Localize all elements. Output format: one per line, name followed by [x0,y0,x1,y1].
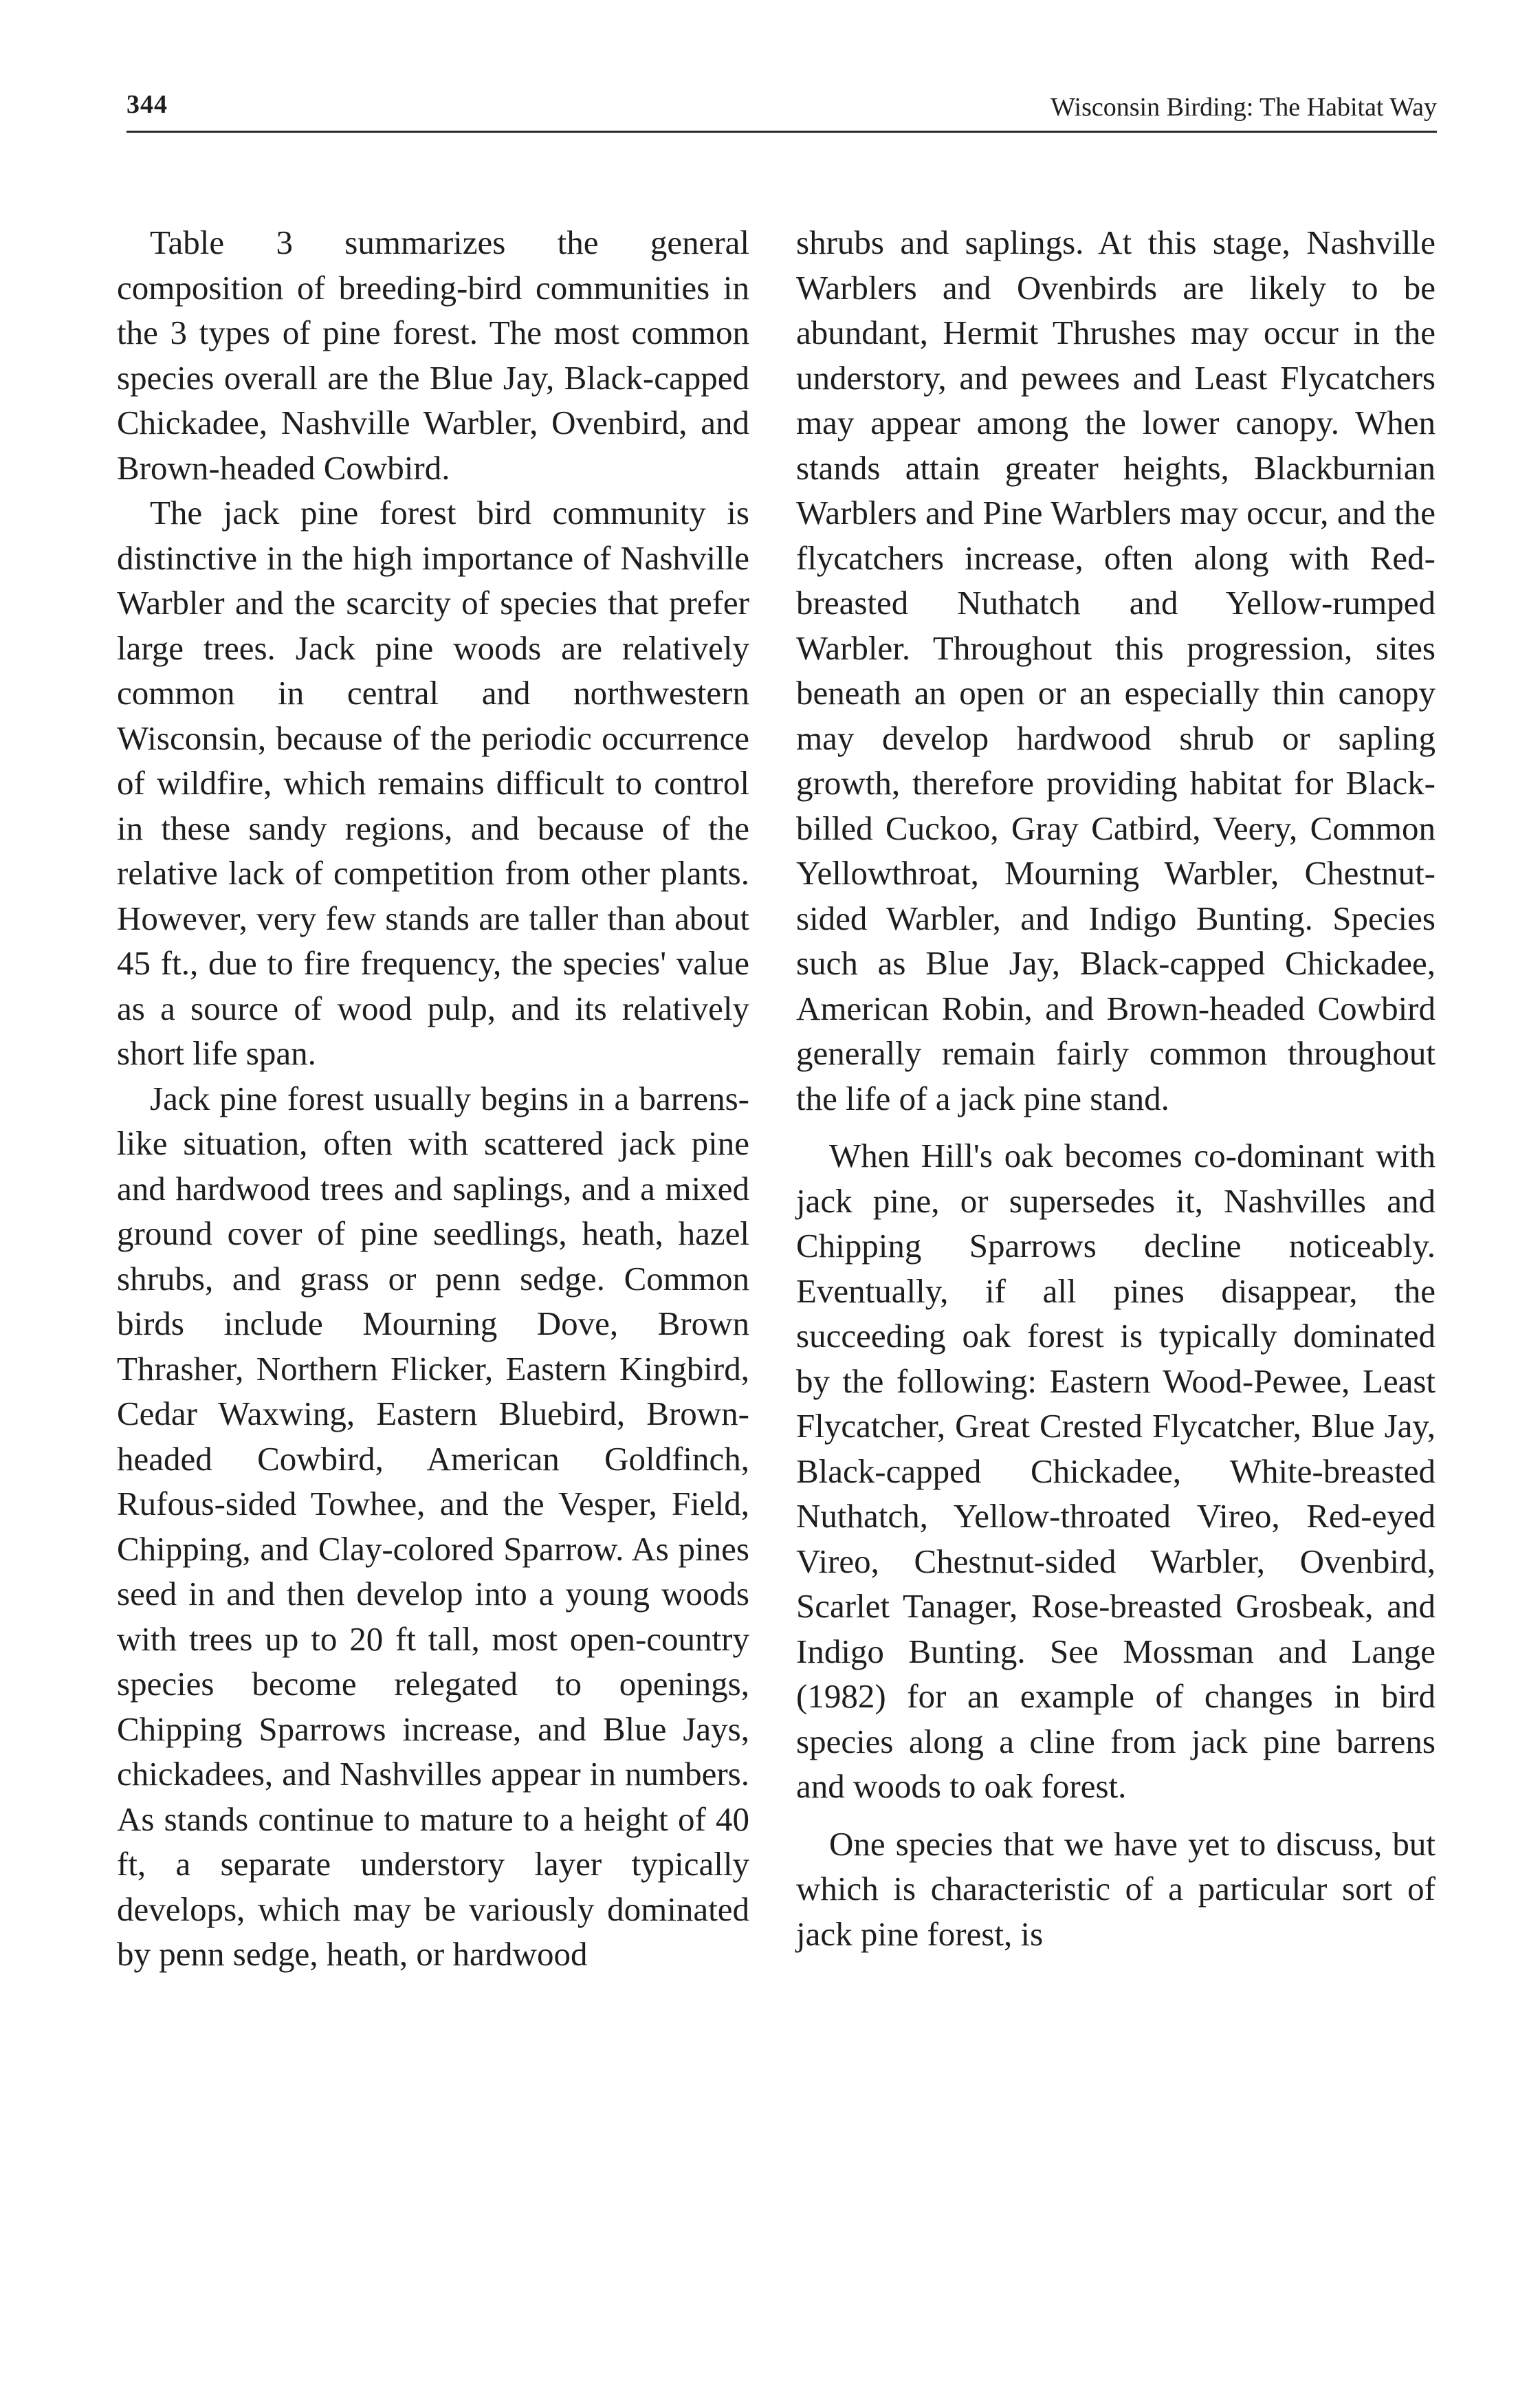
right-column [796,220,1436,1956]
paragraph-hills-oak: When Hill's oak becomes co-dominant with jack pine, or supersedes it, Nashvilles and Chipping Sparrows decline noticeably. Eventually, if all pines disappear, the succeeding oak forest is typically dominated by the following: Eastern Wood-Pewee, Least Flycatcher, Great Crested Flycatcher, Blue Jay, Black-capped Chickadee, White-breasted Nuthatch, Yellow-throated Vireo, Red-eyed Vireo, Chestnut-sided Warbler, Ovenbird, Scarlet Tanager, Rose-breasted Grosbeak, and Indigo Bunting. See Mossman and Lange (1982) for an example of changes in bird species along a cline from jack pine barrens and woods to oak forest. [796,1137,1436,1805]
running-title: Wisconsin Birding: The Habitat Way [1050,93,1437,122]
paragraph-table-summary: Table 3 summarizes the general composition of breeding-bird communities in the 3 types of pine forest. The most common species overall are the Blue Jay, Black-capped Chickadee, Nashville Warbler, Ovenbird, and Brown-headed Cowbird. [117,223,749,487]
header-rule [126,131,1437,133]
paragraph-continued-succession: shrubs and saplings. At this stage, Nashville Warblers and Ovenbirds are likely to be abundant, Hermit Thrushes may occur in the understory, and pewees and Least Flycatchers may appear among the lower canopy. When stands attain greater heights, Blackburnian Warblers and Pine Warblers may occur, and the flycatchers increase, often along with Red-breasted Nuthatch and Yellow-rumped Warbler. Throughout this progression, sites beneath an open or an especially thin canopy may develop hardwood shrub or sapling growth, therefore providing habitat for Black-billed Cuckoo, Gray Catbird, Veery, Common Yellowthroat, Mourning Warbler, Chestnut-sided Warbler, and Indigo Bunting. Species such as Blue Jay, Black-capped Chickadee, American Robin, and Brown-headed Cowbird generally remain fairly common throughout the life of a jack pine stand. [796,223,1436,1117]
paragraph-one-species: One species that we have yet to discuss, but which is characteristic of a particular sort of jack pine forest, is [796,1824,1436,1953]
page-header [126,89,1437,131]
page-number: 344 [126,90,168,119]
paragraph-jack-pine-succession: Jack pine forest usually begins in a barrens-like situation, often with scattered jack pine and hardwood trees and saplings, and a mixed ground cover of pine seedlings, heath, hazel shrubs, and grass or penn sedge. Common birds include Mourning Dove, Brown Thrasher, Northern Flicker, Eastern Kingbird, Cedar Waxwing, Eastern Bluebird, Brown-headed Cowbird, American Goldfinch, Rufous-sided Towhee, and the Vesper, Field, Chipping, and Clay-colored Sparrow. As pines seed in and then develop into a young woods with trees up to 20 ft tall, most open-country species become relegated to openings, Chipping Sparrows increase, and Blue Jays, chickadees, and Nashvilles appear in numbers. As stands continue to mature to a height of 40 ft, a separate understory layer typically develops, which may be variously dominated by penn sedge, heath, or hardwood [117,1079,749,1973]
paragraph-jack-pine-community: The jack pine forest bird community is distinctive in the high importance of Nashville Warbler and the scarcity of species that prefer large trees. Jack pine woods are relatively common in central and northwestern Wisconsin, because of the periodic occurrence of wildfire, which remains difficult to control in these sandy regions, and because of the relative lack of competition from other plants. However, very few stands are taller than about 45 ft., due to fire frequency, the species' value as a source of wood pulp, and its relatively short life span. [117,494,749,1072]
left-column [117,220,749,1977]
